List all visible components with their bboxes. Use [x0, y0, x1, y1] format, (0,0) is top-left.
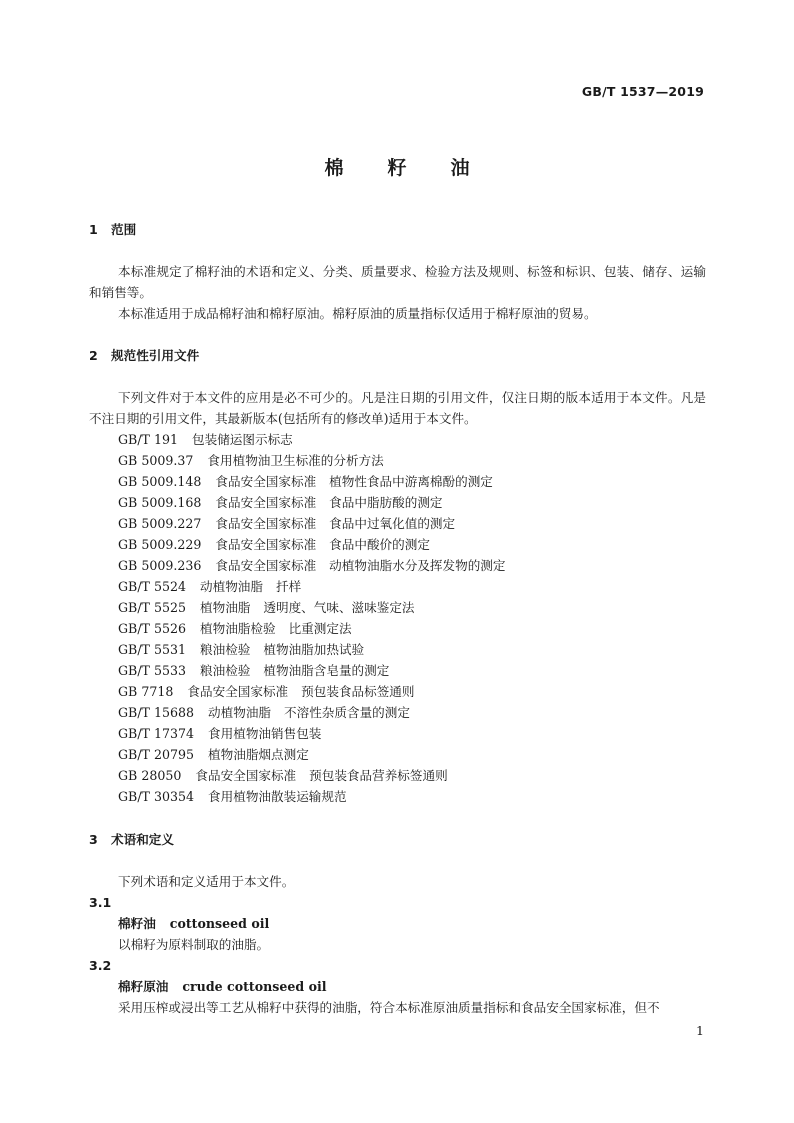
title-char-2: 籽 [387, 157, 407, 179]
reference-item [89, 597, 706, 618]
reference-subtitle: 植物油脂加热试验 [263, 642, 365, 657]
reference-code: GB 5009.148 [118, 474, 202, 489]
reference-subtitle: 预包装食品标签通则 [301, 684, 415, 699]
term-english: cottonseed oil [169, 916, 270, 931]
reference-title: 食品安全国家标准 [215, 495, 317, 510]
reference-list [89, 429, 706, 807]
reference-item [89, 660, 706, 681]
title-char-3: 油 [450, 157, 470, 179]
reference-item [89, 639, 706, 660]
section-title: 术语和定义 [111, 832, 174, 847]
reference-title: 食品安全国家标准 [215, 474, 317, 489]
reference-subtitle: 不溶性杂质含量的测定 [284, 705, 410, 720]
paragraph: 本标准适用于成品棉籽油和棉籽原油。棉籽原油的质量指标仅适用于棉籽原油的贸易。 [118, 306, 597, 321]
reference-code: GB/T 5531 [118, 642, 187, 657]
reference-title: 食品安全国家标准 [215, 537, 317, 552]
reference-title: 食用植物油散装运输规范 [208, 789, 347, 804]
section-1-body [89, 261, 706, 324]
reference-code: GB/T 17374 [118, 726, 195, 741]
reference-subtitle: 食品中酸价的测定 [329, 537, 430, 552]
reference-code: GB/T 5525 [118, 600, 187, 615]
reference-code: GB 5009.227 [118, 516, 202, 531]
reference-title: 粮油检验 [200, 663, 251, 678]
reference-code: GB/T 30354 [118, 789, 195, 804]
section-2-heading [89, 345, 706, 366]
reference-title: 食品安全国家标准 [187, 684, 289, 699]
term-definition: 采用压榨或浸出等工艺从棉籽中获得的油脂，符合本标准原油质量指标和食品安全国家标准，但不 [118, 1000, 660, 1015]
reference-item [89, 555, 706, 576]
reference-code: GB/T 20795 [118, 747, 195, 762]
reference-title: 植物油脂 [200, 600, 251, 615]
reference-subtitle: 食品中过氧化值的测定 [329, 516, 456, 531]
section-2-body [89, 387, 706, 807]
reference-title: 食用植物油卫生标准的分析方法 [207, 453, 384, 468]
term-name [89, 913, 706, 934]
term-chinese: 棉籽油 [118, 916, 156, 931]
reference-title: 植物油脂检验 [200, 621, 276, 636]
reference-code: GB 5009.229 [118, 537, 202, 552]
reference-code: GB 28050 [118, 768, 182, 783]
section-number: 2 [89, 348, 98, 363]
reference-title: 包装储运图示标志 [192, 432, 293, 447]
paragraph: 下列文件对于本文件的应用是必不可少的。凡是注日期的引用文件，仅注日期的版本适用于本文件。凡是不注日期的引用文件，其最新版本(包括所有的修改单)适用于本文件。 [89, 390, 706, 426]
reference-title: 粮油检验 [200, 642, 251, 657]
document-title [0, 153, 794, 180]
reference-title: 植物油脂烟点测定 [208, 747, 309, 762]
reference-code: GB 5009.168 [118, 495, 202, 510]
section-number: 3 [89, 832, 98, 847]
paragraph: 下列术语和定义适用于本文件。 [118, 874, 295, 889]
reference-code: GB 5009.37 [118, 453, 194, 468]
paragraph: 本标准规定了棉籽油的术语和定义、分类、质量要求、检验方法及规则、标签和标识、包装、储存、运输和销售等。 [89, 264, 706, 300]
reference-item [89, 492, 706, 513]
reference-item [89, 702, 706, 723]
reference-item [89, 513, 706, 534]
reference-code: GB/T 191 [118, 432, 178, 447]
reference-title: 食品安全国家标准 [215, 558, 317, 573]
title-char-1: 棉 [324, 157, 344, 179]
section-title: 范围 [111, 222, 137, 237]
reference-code: GB/T 5526 [118, 621, 187, 636]
reference-item [89, 744, 706, 765]
reference-subtitle: 预包装食品营养标签通则 [309, 768, 448, 783]
reference-item [89, 576, 706, 597]
term-definition: 以棉籽为原料制取的油脂。 [118, 937, 270, 952]
section-1 [89, 219, 706, 240]
reference-item [89, 765, 706, 786]
reference-title: 动植物油脂 [200, 579, 263, 594]
section-2 [89, 345, 706, 366]
reference-code: GB 5009.236 [118, 558, 202, 573]
reference-code: GB 7718 [118, 684, 174, 699]
term-number: 3.1 [89, 895, 112, 910]
reference-subtitle: 动植物油脂水分及挥发物的测定 [329, 558, 506, 573]
reference-code: GB/T 15688 [118, 705, 195, 720]
term-number: 3.2 [89, 958, 112, 973]
reference-subtitle: 植物性食品中游离棉酚的测定 [329, 474, 493, 489]
section-number: 1 [89, 222, 98, 237]
reference-item [89, 534, 706, 555]
reference-item [89, 471, 706, 492]
term-chinese: 棉籽原油 [118, 979, 169, 994]
reference-subtitle: 植物油脂含皂量的测定 [263, 663, 390, 678]
reference-title: 食用植物油销售包装 [208, 726, 322, 741]
reference-item [89, 429, 706, 450]
page-number: 1 [696, 1023, 704, 1038]
reference-title: 动植物油脂 [208, 705, 271, 720]
reference-item [89, 786, 706, 807]
standard-code: GB/T 1537—2019 [581, 84, 704, 99]
reference-subtitle: 扦样 [275, 579, 302, 594]
section-title: 规范性引用文件 [111, 348, 200, 363]
reference-item [89, 723, 706, 744]
reference-title: 食品安全国家标准 [195, 768, 297, 783]
reference-subtitle: 透明度、气味、滋味鉴定法 [263, 600, 415, 615]
reference-subtitle: 比重测定法 [288, 621, 352, 636]
section-3-body [89, 871, 706, 1018]
reference-subtitle: 食品中脂肪酸的测定 [329, 495, 443, 510]
section-1-heading [89, 219, 706, 240]
term-name [89, 976, 706, 997]
section-3 [89, 829, 706, 850]
reference-code: GB/T 5533 [118, 663, 187, 678]
reference-item [89, 450, 706, 471]
reference-title: 食品安全国家标准 [215, 516, 317, 531]
term-english: crude cottonseed oil [182, 979, 327, 994]
reference-item [89, 618, 706, 639]
reference-item [89, 681, 706, 702]
section-3-heading [89, 829, 706, 850]
reference-code: GB/T 5524 [118, 579, 187, 594]
